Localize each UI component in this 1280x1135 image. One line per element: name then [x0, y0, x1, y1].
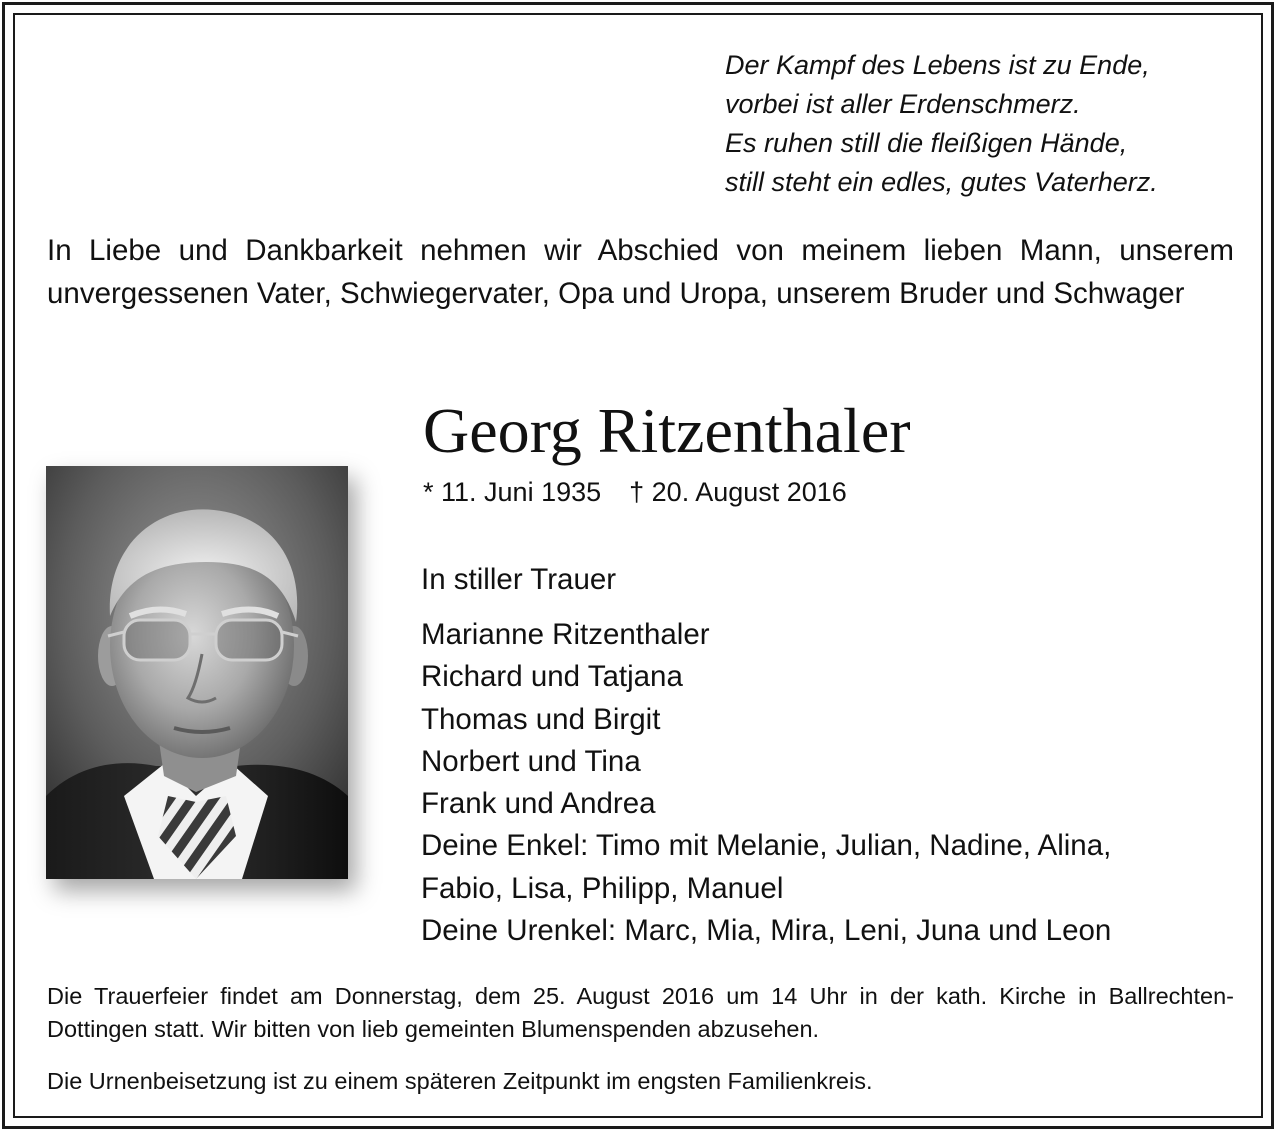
mourner-list [421, 614, 1111, 952]
mourner-line: Norbert und Tina [421, 744, 641, 778]
poem-line: still steht ein edles, gutes Vaterherz. [725, 167, 1158, 197]
deceased-name: Georg Ritzenthaler [423, 395, 911, 466]
mourner-line: Frank und Andrea [421, 787, 656, 821]
mourner-line: Marianne Ritzenthaler [421, 618, 710, 651]
death-date: † 20. August 2016 [629, 477, 847, 507]
urn-burial-notice: Die Urnenbeisetzung ist zu einem späteren Zeitpunkt im engsten Familienkreis. [47, 1068, 873, 1094]
mourner-line: Thomas und Birgit [421, 702, 661, 736]
ceremony-notice: Die Trauerfeier findet am Donnerstag, dem 25. August 2016 um 14 Uhr in der kath. Kirche in Ballrechten-Dottingen statt. Wir bitten von lieb gemeinten Blumenspenden abzusehen. [47, 983, 1234, 1042]
poem-line: Der Kampf des Lebens ist zu Ende, [725, 50, 1150, 80]
poem-line: vorbei ist aller Erdenschmerz. [725, 89, 1081, 119]
mourner-line: Deine Enkel: Timo mit Melanie, Julian, Nadine, Alina, [421, 829, 1112, 863]
poem [725, 46, 1255, 202]
birth-date: * 11. Juni 1935 [423, 477, 602, 507]
mourner-line: Fabio, Lisa, Philipp, Manuel [421, 871, 784, 905]
mourner-line: Richard und Tatjana [421, 660, 683, 694]
portrait-photo [46, 466, 348, 879]
mourning-label: In stiller Trauer [421, 563, 617, 596]
mourner-line: Deine Urenkel: Marc, Mia, Mira, Leni, Juna und Leon [421, 914, 1112, 948]
life-dates [423, 474, 847, 510]
poem-line: Es ruhen still die fleißigen Hände, [725, 128, 1128, 158]
intro-text: In Liebe und Dankbarkeit nehmen wir Abschied von meinem lieben Mann, unserem unvergessenen Vater, Schwiegervater, Opa und Uropa, unserem Bruder und Schwager [47, 234, 1234, 310]
